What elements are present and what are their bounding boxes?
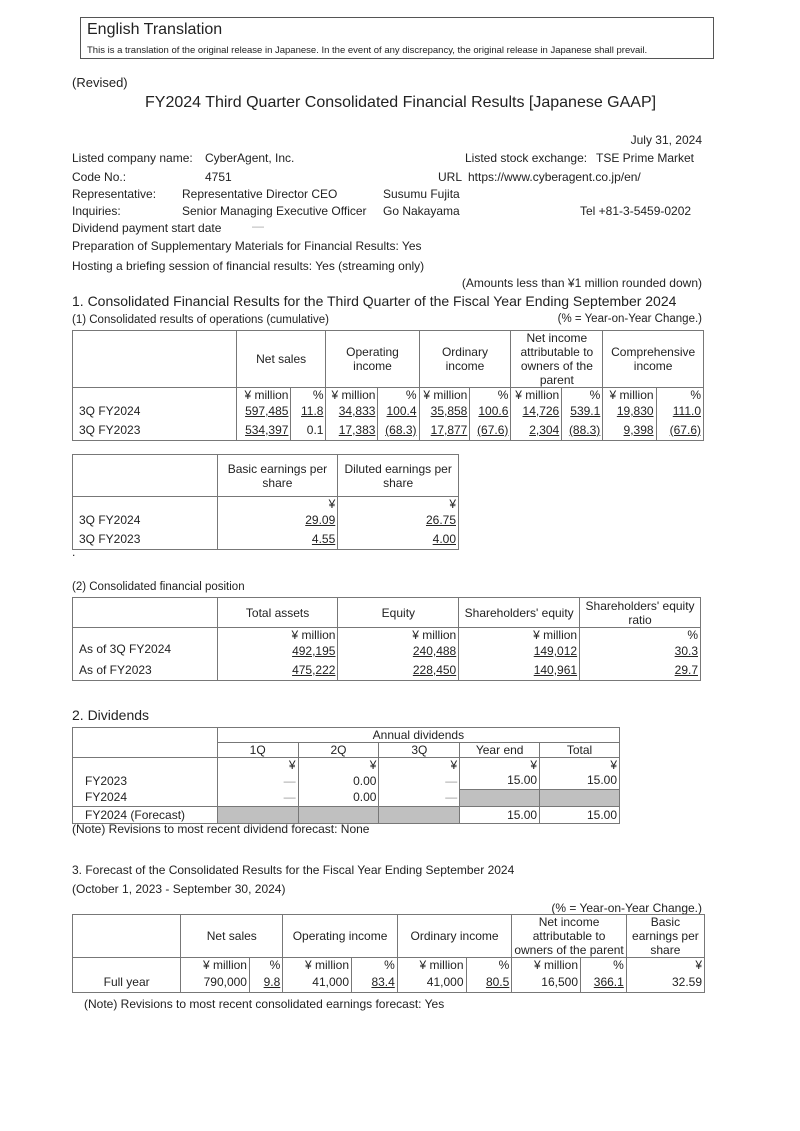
stray-dot: . <box>72 545 76 559</box>
dividend-note: (Note) Revisions to most recent dividend forecast: None <box>72 822 370 836</box>
cell: 228,450 <box>338 660 459 680</box>
header-net-sales: Net sales <box>181 915 283 958</box>
cell: 140,961 <box>459 660 580 680</box>
unit-label: ¥ <box>217 758 298 773</box>
unit-label: ¥ million <box>181 958 250 973</box>
cell: (67.6) <box>470 420 511 440</box>
cell: 83.4 <box>352 972 398 992</box>
unit-label: ¥ million <box>338 628 459 643</box>
cell: 597,485 <box>236 402 291 420</box>
header-net-income: Net income attributable to owners of the parent <box>511 331 603 388</box>
section3-title: 3. Forecast of the Consolidated Results for the Fiscal Year Ending September 2024 <box>72 863 515 877</box>
code-label: Code No.: <box>72 170 127 184</box>
cell: 80.5 <box>466 972 512 992</box>
cell: 15.00 <box>540 772 620 789</box>
header-diluted-eps: Diluted earnings per share <box>338 455 459 497</box>
cell: 240,488 <box>338 642 459 660</box>
cell: 475,222 <box>217 660 338 680</box>
unit-label: % <box>580 628 701 643</box>
header-2q: 2Q <box>298 743 379 758</box>
section1-sub1: (1) Consolidated results of operations (cumulative) <box>72 314 329 326</box>
table-row <box>73 772 620 789</box>
unit-label: % <box>656 388 703 403</box>
table-row <box>73 660 701 680</box>
cell: 15.00 <box>460 806 540 823</box>
company-name-label: Listed company name: <box>72 151 193 165</box>
cell: 34,833 <box>326 402 378 420</box>
unit-label: ¥ <box>460 758 540 773</box>
section1-sub2: (2) Consolidated financial position <box>72 581 245 593</box>
cell: 19,830 <box>603 402 656 420</box>
cell: 790,000 <box>181 972 250 992</box>
header-blank <box>73 331 237 388</box>
row-label: 3Q FY2024 <box>73 402 237 420</box>
cell: (68.3) <box>378 420 419 440</box>
row-label: As of FY2023 <box>73 660 218 680</box>
header-year-end: Year end <box>460 743 540 758</box>
unit-label: ¥ million <box>511 388 562 403</box>
representative-title: Representative Director CEO <box>182 187 338 201</box>
url-label: URL <box>438 170 463 184</box>
header-total: Total <box>540 743 620 758</box>
page-title: FY2024 Third Quarter Consolidated Financial Results [Japanese GAAP] <box>145 94 657 111</box>
exchange-label: Listed stock exchange: <box>465 151 588 165</box>
cell: 149,012 <box>459 642 580 660</box>
forecast-yoy-note: (% = Year-on-Year Change.) <box>551 901 702 915</box>
cell-shaded <box>379 806 460 823</box>
table-row <box>73 806 620 823</box>
cell: 534,397 <box>236 420 291 440</box>
results-of-operations-table <box>72 330 704 441</box>
representative-name: Susumu Fujita <box>383 187 460 201</box>
header-shareholders-equity: Shareholders' equity <box>459 598 580 628</box>
yoy-note: (% = Year-on-Year Change.) <box>557 313 702 325</box>
dividend-date-label: Dividend payment start date <box>72 221 222 235</box>
inquiries-name: Go Nakayama <box>383 204 460 218</box>
supplementary-materials: Preparation of Supplementary Materials for Financial Results: Yes <box>72 239 422 253</box>
exchange-value: TSE Prime Market <box>596 151 695 165</box>
unit-label: % <box>466 958 512 973</box>
table-row <box>73 529 459 549</box>
briefing-session: Hosting a briefing session of financial results: Yes (streaming only) <box>72 259 425 273</box>
row-label: 3Q FY2023 <box>73 420 237 440</box>
unit-label: % <box>562 388 603 403</box>
unit-label: ¥ <box>298 758 379 773</box>
unit-label: % <box>249 958 282 973</box>
row-label: Full year <box>73 972 181 992</box>
header-basic-eps: Basic earnings per share <box>626 915 704 958</box>
cell: — <box>217 772 298 789</box>
table-row <box>73 789 620 806</box>
cell: 539.1 <box>562 402 603 420</box>
cell-shaded <box>217 806 298 823</box>
code-value: 4751 <box>205 170 232 184</box>
forecast-table <box>72 914 705 993</box>
header-basic-eps: Basic earnings per share <box>217 455 338 497</box>
cell: 4.00 <box>338 529 459 549</box>
unit-label: ¥ <box>338 497 459 512</box>
cell-shaded <box>460 789 540 806</box>
cell: 26.75 <box>338 511 459 529</box>
unit-label: ¥ million <box>603 388 656 403</box>
header-total-assets: Total assets <box>217 598 338 628</box>
representative-label: Representative: <box>72 187 157 201</box>
header-net-income: Net income attributable to owners of the parent <box>512 915 627 958</box>
header-ordinary-income: Ordinary income <box>397 915 512 958</box>
cell: 29.7 <box>580 660 701 680</box>
header-1q: 1Q <box>217 743 298 758</box>
header-operating-income: Operating income <box>283 915 398 958</box>
amounts-note: (Amounts less than ¥1 million rounded down) <box>461 276 702 290</box>
row-label: As of 3Q FY2024 <box>73 642 218 660</box>
forecast-period: (October 1, 2023 - September 30, 2024) <box>72 882 286 896</box>
cell: 9.8 <box>249 972 282 992</box>
cell: 366.1 <box>581 972 627 992</box>
header-comprehensive-income: Comprehensive income <box>603 331 704 388</box>
cell: 11.8 <box>291 402 326 420</box>
header-net-sales: Net sales <box>236 331 326 388</box>
table-row <box>73 511 459 529</box>
banner-title: English Translation <box>87 21 223 38</box>
cell: 100.4 <box>378 402 419 420</box>
header-equity-ratio: Shareholders' equity ratio <box>580 598 701 628</box>
cell: (67.6) <box>656 420 703 440</box>
unit-label: ¥ <box>540 758 620 773</box>
cell: 32.59 <box>626 972 704 992</box>
unit-label: ¥ million <box>397 958 466 973</box>
cell: 111.0 <box>656 402 703 420</box>
header-equity: Equity <box>338 598 459 628</box>
unit-label: ¥ million <box>283 958 352 973</box>
banner-note: This is a translation of the original release in Japanese. In the event of any discrepancy, the original release in Japanese shall prevail. <box>87 45 648 56</box>
cell: 0.00 <box>298 772 379 789</box>
cell: 100.6 <box>470 402 511 420</box>
section2-title: 2. Dividends <box>72 707 150 723</box>
row-label: 3Q FY2023 <box>73 529 218 549</box>
row-label: FY2024 <box>73 789 218 806</box>
revised-label: (Revised) <box>72 75 128 90</box>
unit-label: ¥ <box>626 958 704 973</box>
header-annual-dividends: Annual dividends <box>217 728 619 743</box>
translation-banner <box>80 17 714 59</box>
telephone: Tel +81-3-5459-0202 <box>580 204 692 218</box>
company-name: CyberAgent, Inc. <box>205 151 295 165</box>
unit-label: % <box>291 388 326 403</box>
table-row <box>73 420 704 440</box>
table-row <box>73 402 704 420</box>
unit-label: ¥ <box>379 758 460 773</box>
cell: — <box>217 789 298 806</box>
cell: 0.1 <box>291 420 326 440</box>
row-label: 3Q FY2024 <box>73 511 218 529</box>
cell: 41,000 <box>283 972 352 992</box>
cell: — <box>379 789 460 806</box>
row-label: FY2024 (Forecast) <box>73 806 218 823</box>
cell: 41,000 <box>397 972 466 992</box>
unit-label: ¥ million <box>459 628 580 643</box>
inquiries-label: Inquiries: <box>72 204 121 218</box>
header-3q: 3Q <box>379 743 460 758</box>
cell: 35,858 <box>419 402 470 420</box>
inquiries-title: Senior Managing Executive Officer <box>182 204 367 218</box>
cell: (88.3) <box>562 420 603 440</box>
release-date: July 31, 2024 <box>630 133 702 147</box>
unit-label: % <box>378 388 419 403</box>
cell: 17,877 <box>419 420 470 440</box>
unit-label: ¥ <box>217 497 338 512</box>
table-row <box>73 972 705 992</box>
dividends-table <box>72 727 620 824</box>
unit-label: ¥ million <box>512 958 581 973</box>
cell: 2,304 <box>511 420 562 440</box>
cell: 14,726 <box>511 402 562 420</box>
cell: 0.00 <box>298 789 379 806</box>
unit-label: % <box>581 958 627 973</box>
unit-label: ¥ million <box>236 388 291 403</box>
forecast-note: (Note) Revisions to most recent consolidated earnings forecast: Yes <box>84 997 445 1011</box>
eps-table <box>72 454 459 550</box>
cell: — <box>379 772 460 789</box>
unit-label: % <box>352 958 398 973</box>
unit-label: ¥ million <box>419 388 470 403</box>
header-ordinary-income: Ordinary income <box>419 331 511 388</box>
cell: 17,383 <box>326 420 378 440</box>
cell: 29.09 <box>217 511 338 529</box>
cell: 492,195 <box>217 642 338 660</box>
unit-label: ¥ million <box>326 388 378 403</box>
cell: 4.55 <box>217 529 338 549</box>
dividend-date-value: — <box>252 219 264 233</box>
table-row <box>73 642 701 660</box>
header-operating-income: Operating income <box>326 331 419 388</box>
unit-label: ¥ million <box>217 628 338 643</box>
cell: 9,398 <box>603 420 656 440</box>
cell: 15.00 <box>540 806 620 823</box>
cell: 15.00 <box>460 772 540 789</box>
company-url-link[interactable]: https://www.cyberagent.co.jp/en/ <box>468 170 641 184</box>
cell-shaded <box>298 806 379 823</box>
financial-position-table <box>72 597 701 681</box>
cell-shaded <box>540 789 620 806</box>
cell: 16,500 <box>512 972 581 992</box>
row-label: FY2023 <box>73 772 218 789</box>
unit-label: % <box>470 388 511 403</box>
section1-title: 1. Consolidated Financial Results for the Third Quarter of the Fiscal Year Ending September 2024 <box>72 293 677 309</box>
cell: 30.3 <box>580 642 701 660</box>
